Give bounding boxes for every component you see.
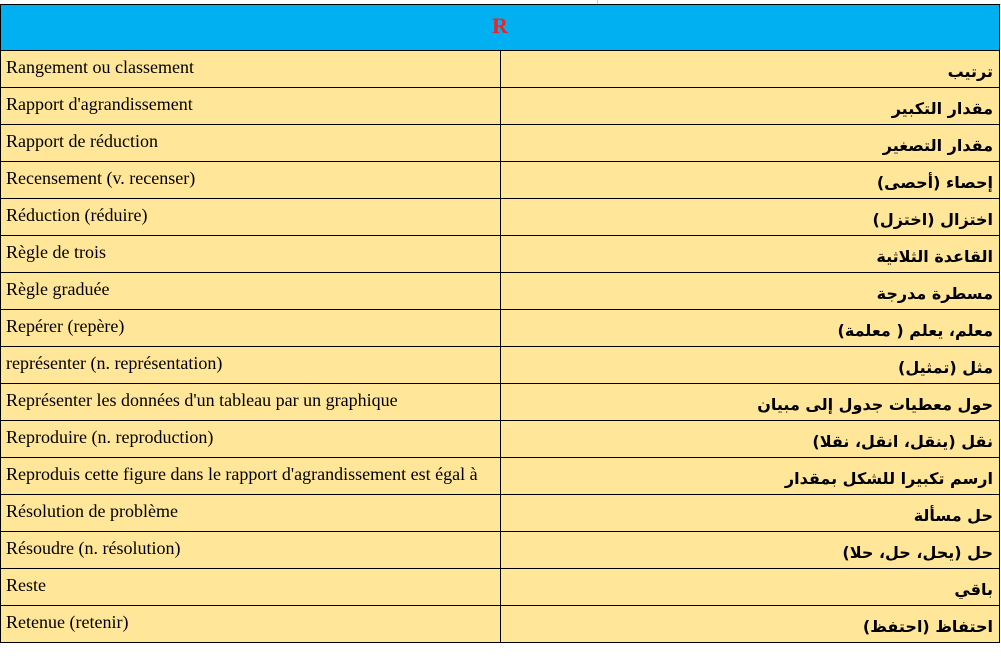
- french-term-cell[interactable]: [1, 384, 501, 421]
- french-term: Représenter les données d'un tableau par un graphique: [6, 390, 398, 410]
- arabic-term: باقي: [954, 580, 993, 599]
- arabic-term: مسطرة مدرجة: [876, 284, 993, 303]
- arabic-term-cell[interactable]: [500, 310, 1000, 347]
- table-row: [1, 495, 1000, 532]
- arabic-term-cell[interactable]: [500, 347, 1000, 384]
- french-term: Règle graduée: [6, 279, 110, 299]
- arabic-term: مقدار التصغير: [882, 136, 993, 155]
- arabic-term-cell[interactable]: [500, 458, 1000, 495]
- header-cell[interactable]: [1, 5, 1000, 51]
- french-term-cell[interactable]: [1, 569, 501, 606]
- table-row: [1, 384, 1000, 421]
- french-term: Recensement (v. recenser): [6, 168, 196, 188]
- french-term: Réduction (réduire): [6, 205, 148, 225]
- french-term-cell[interactable]: [1, 458, 501, 495]
- table-row: [1, 51, 1000, 88]
- table-row: [1, 606, 1000, 643]
- french-term-cell[interactable]: [1, 347, 501, 384]
- table-row: [1, 273, 1000, 310]
- french-term: représenter (n. représentation): [6, 353, 223, 373]
- arabic-term-cell[interactable]: [500, 199, 1000, 236]
- french-term-cell[interactable]: [1, 162, 501, 199]
- arabic-term-cell[interactable]: [500, 384, 1000, 421]
- arabic-term-cell[interactable]: [500, 495, 1000, 532]
- arabic-term: مقدار التكبير: [891, 99, 993, 118]
- arabic-term-cell[interactable]: [500, 606, 1000, 643]
- table-row: [1, 421, 1000, 458]
- french-term: Rapport de réduction: [6, 131, 158, 151]
- table-row: [1, 125, 1000, 162]
- arabic-term-cell[interactable]: [500, 51, 1000, 88]
- table-row: [1, 310, 1000, 347]
- french-term: Reproduis cette figure dans le rapport d'agrandissement est égal à: [6, 464, 478, 484]
- french-term: Retenue (retenir): [6, 612, 129, 632]
- arabic-term: احتفاظ (احتفظ): [862, 617, 993, 636]
- french-term-cell[interactable]: [1, 125, 501, 162]
- header-row: [1, 5, 1000, 51]
- table-row: [1, 347, 1000, 384]
- arabic-term-cell[interactable]: [500, 236, 1000, 273]
- arabic-term: نقل (ينقل، انقل، نقلا): [812, 432, 993, 451]
- arabic-term: ترتيب: [947, 62, 993, 81]
- arabic-term: حول معطيات جدول إلى مبيان: [757, 395, 993, 414]
- arabic-term: حل (يحل، حل، حلا): [842, 543, 993, 562]
- french-term: Résoudre (n. résolution): [6, 538, 181, 558]
- french-term: Reste: [6, 575, 46, 595]
- glossary-table: [0, 4, 1000, 643]
- french-term-cell[interactable]: [1, 495, 501, 532]
- arabic-term: إحصاء (أحصى): [876, 173, 993, 192]
- french-term: Règle de trois: [6, 242, 106, 262]
- section-letter: R: [492, 12, 508, 38]
- french-term: Repérer (repère): [6, 316, 125, 336]
- french-term: Reproduire (n. reproduction): [6, 427, 214, 447]
- french-term-cell[interactable]: [1, 421, 501, 458]
- arabic-term: ارسم تكبيرا للشكل بمقدار: [784, 469, 993, 488]
- table-row: [1, 532, 1000, 569]
- arabic-term-cell[interactable]: [500, 162, 1000, 199]
- arabic-term: معلم، يعلم ( معلمة): [837, 321, 993, 340]
- arabic-term-cell[interactable]: [500, 125, 1000, 162]
- arabic-term: القاعدة الثلاثية: [876, 247, 993, 266]
- french-term-cell[interactable]: [1, 236, 501, 273]
- french-term-cell[interactable]: [1, 88, 501, 125]
- french-term-cell[interactable]: [1, 532, 501, 569]
- french-term-cell[interactable]: [1, 199, 501, 236]
- french-term-cell[interactable]: [1, 51, 501, 88]
- french-term-cell[interactable]: [1, 310, 501, 347]
- table-row: [1, 199, 1000, 236]
- arabic-term-cell[interactable]: [500, 569, 1000, 606]
- table-row: [1, 569, 1000, 606]
- arabic-term: حل مسألة: [913, 506, 993, 525]
- french-term: Résolution de problème: [6, 501, 178, 521]
- glossary-rows: [1, 51, 1000, 643]
- table-row: [1, 162, 1000, 199]
- arabic-term: اختزال (اختزل): [872, 210, 993, 229]
- table-row: [1, 458, 1000, 495]
- arabic-term-cell[interactable]: [500, 273, 1000, 310]
- arabic-term: مثل (تمثيل): [898, 358, 993, 377]
- table-row: [1, 236, 1000, 273]
- french-term-cell[interactable]: [1, 273, 501, 310]
- french-term-cell[interactable]: [1, 606, 501, 643]
- french-term: Rangement ou classement: [6, 57, 194, 77]
- french-term: Rapport d'agrandissement: [6, 94, 193, 114]
- arabic-term-cell[interactable]: [500, 421, 1000, 458]
- arabic-term-cell[interactable]: [500, 532, 1000, 569]
- arabic-term-cell[interactable]: [500, 88, 1000, 125]
- table-row: [1, 88, 1000, 125]
